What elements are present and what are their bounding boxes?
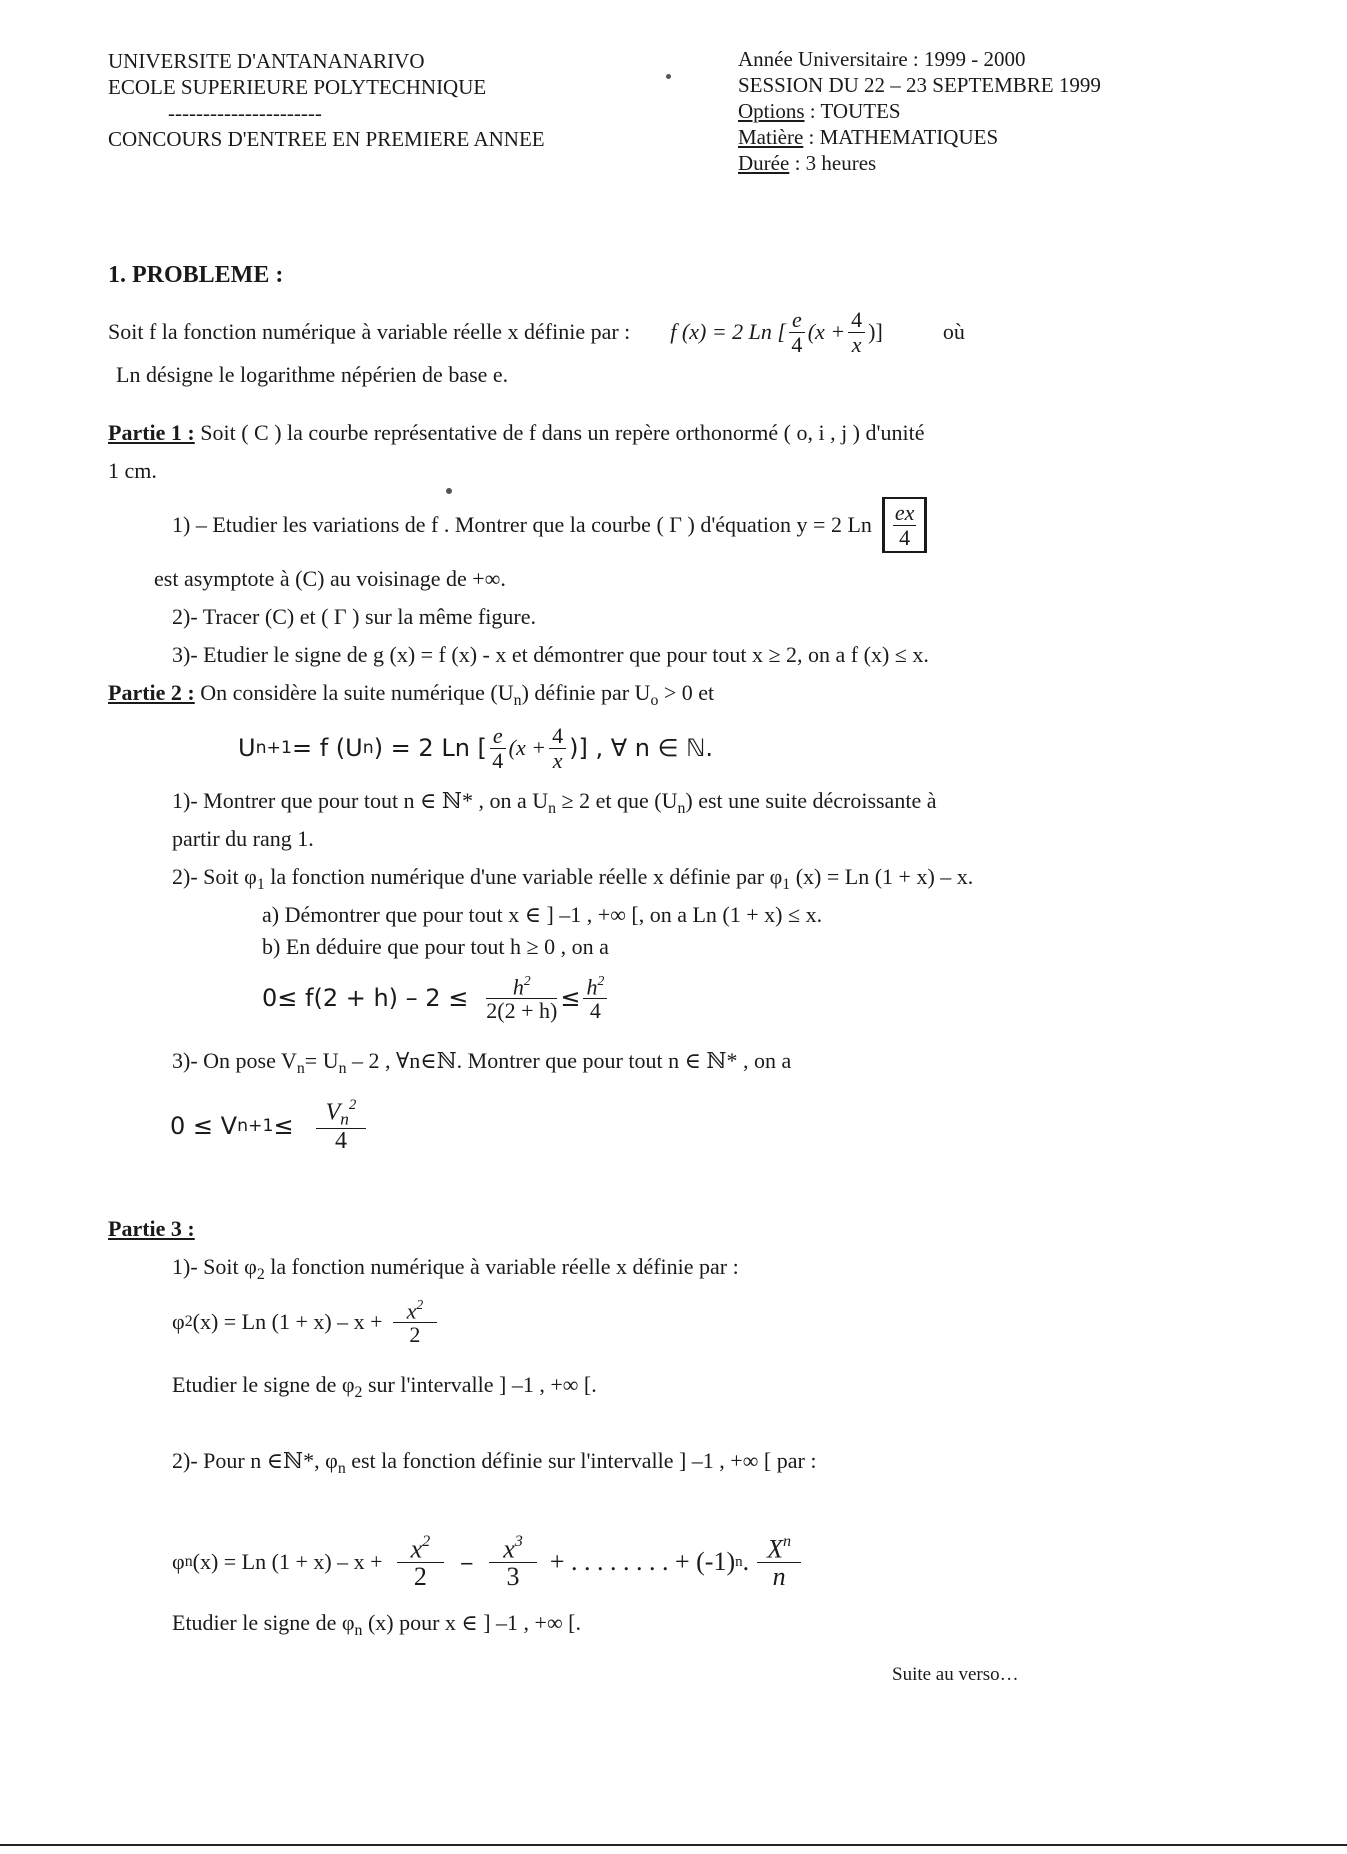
duration-line [738, 150, 1101, 176]
scan-speck [666, 74, 671, 79]
subject-value: : MATHEMATIQUES [803, 125, 999, 149]
options-value: : TOUTES [804, 99, 901, 123]
partie2-intro: Partie 2 : On considère la suite numérique $(U_n)$ définie par $U_o > 0$ et [108, 680, 715, 709]
partie3-label: Partie 3 : [108, 1216, 195, 1241]
partie1-question-1-cont: est asymptote à (C) au voisinage de +∞. [154, 566, 506, 591]
phin-definition: φ n (x) = Ln (1 + x) – x + $\frac{x^2}{2}$ – $\frac{x^3}{3}$ + . . . . . . . . + (-1) n . $\frac{X^n}{n}$ [172, 1516, 804, 1608]
options-line [738, 98, 1101, 124]
continued-on-back: Suite au verso… [892, 1664, 1019, 1685]
ex-over-4-bracket: $\frac{ex}{4}$ [882, 497, 928, 552]
partie2-recurrence: U n+1 = f (U n ) = 2 Ln [ $\frac{e}{4}$ (x + $\frac{4}{x}$ )] , ∀ n ∈ ℕ. [238, 723, 713, 773]
partie1-question-3: 3)- Etudier le signe de g (x) = f (x) - x et démontrer que pour tout x ≥ 2, on a f (x) ≤ x. [172, 642, 929, 667]
partie1-label: Partie 1 : [108, 420, 195, 445]
partie2-question-2a: a) Démontrer que pour tout x ∈ ] –1 , +∞ [, on a Ln (1 + x) ≤ x. [262, 902, 823, 927]
partie3-question-1: 1)- Soit $\varphi_2$ la fonction numérique à variable réelle x définie par : [172, 1254, 739, 1283]
f-definition-lhs: f (x) = 2 Ln [ [670, 319, 786, 344]
partie2-question-1: 1)- Montrer que pour tout n ∈ ℕ* , on a $U_n \ge 2$ et que $(U_n)$ est une suite décroissante à [172, 788, 937, 817]
partie1-question-1: 1) – Etudier les variations de f . Montrer que la courbe ( Γ ) d'équation y = 2 Ln $\frac{ex}{4}$ [172, 490, 927, 560]
phi2-study: Etudier le signe de $\varphi_2$ sur l'intervalle ] –1 , +∞ [. [172, 1372, 597, 1401]
partie2-v-inequality: 0 ≤ V n+1 ≤ $\frac{V_n^2}{4}$ [170, 1082, 369, 1170]
partie2-question-2b: b) En déduire que pour tout h ≥ 0 , on a [262, 934, 609, 959]
subject-line [738, 124, 1101, 150]
phin-study: Etudier le signe de $\varphi_n$ (x) pour x ∈ ] –1 , +∞ [. [172, 1610, 581, 1639]
partie1-intro: Partie 1 : Soit ( C ) la courbe représentative de f dans un repère orthonormé ( o, i , j ) d'unité [108, 420, 925, 445]
academic-year: Année Universitaire : 1999 - 2000 [738, 47, 1026, 71]
partie3-question-2: 2)- Pour n ∈ℕ*, $\varphi_n$ est la fonction définie sur l'intervalle ] –1 , +∞ [ par : [172, 1448, 817, 1477]
duration-label: Durée [738, 151, 790, 175]
partie2-question-3: 3)- On pose $V_n= U_n - 2$ , ∀n∈ℕ. Montrer que pour tout n ∈ ℕ* , on a [172, 1048, 792, 1077]
intro-text: Soit f la fonction numérique à variable réelle x définie par : [108, 319, 631, 344]
scan-speck [446, 488, 452, 494]
partie2-question-2: 2)- Soit $\varphi_1$ la fonction numérique d'une variable réelle x définie par $\varphi_1$ (x) = Ln (1 + x) – x. [172, 864, 974, 893]
session-dates: SESSION DU 22 – 23 SEPTEMBRE 1999 [738, 73, 1101, 97]
ln-definition: Ln désigne le logarithme népérien de base e. [116, 362, 509, 387]
intro-line: Soit f la fonction numérique à variable réelle x définie par : f (x) = 2 Ln [ $\frac{e}{4}$ (x + $\frac{4}{x}$ )] où [108, 307, 965, 357]
header-right [738, 46, 1101, 176]
problem-title: 1. PROBLEME : [108, 262, 284, 288]
partie2-inequality: 0≤ f(2 + h) – 2 ≤ $\frac{h^2}{2(2 + h)}$ ≤ $\frac{h^2}{4}$ [262, 962, 610, 1034]
duration-value: : 3 heures [789, 151, 877, 175]
header-separator: ---------------------- [168, 101, 322, 125]
header-left [108, 48, 545, 152]
school-name: ECOLE SUPERIEURE POLYTECHNIQUE [108, 75, 487, 99]
partie1-question-2: 2)- Tracer (C) et ( Γ ) sur la même figure. [172, 604, 536, 629]
e-over-4-fraction: $\frac{e}{4}$ [789, 308, 805, 355]
partie1-unit: 1 cm. [108, 458, 157, 483]
contest-name: CONCOURS D'ENTREE EN PREMIERE ANNEE [108, 127, 545, 151]
ou-word: où [942, 319, 965, 344]
university-name: UNIVERSITE D'ANTANANARIVO [108, 49, 425, 73]
subject-label: Matière [738, 125, 804, 149]
partie2-label: Partie 2 : [108, 680, 195, 705]
scan-edge-line [0, 1844, 1347, 1846]
partie2-question-1-cont: partir du rang 1. [172, 826, 314, 851]
phi2-definition: φ 2 (x) = Ln (1 + x) – x + $\frac{x^2}{2}$ [172, 1282, 440, 1362]
options-label: Options [738, 99, 805, 123]
4-over-x-fraction: $\frac{4}{x}$ [848, 308, 865, 355]
